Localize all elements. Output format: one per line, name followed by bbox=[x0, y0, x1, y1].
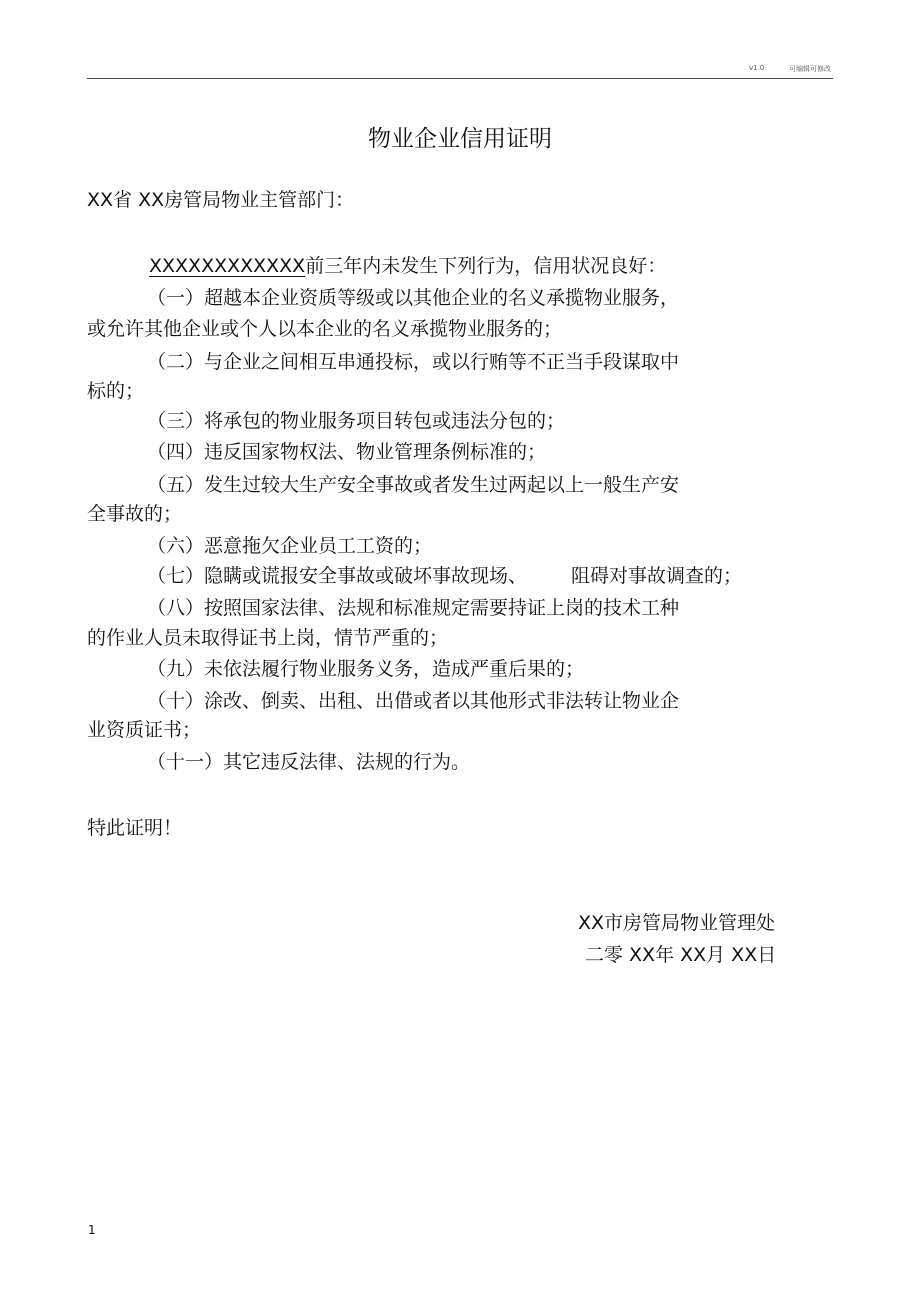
intro-line bbox=[147, 254, 666, 278]
item-8-line-2: 的作业人员未取得证书上岗，情节严重的； bbox=[87, 627, 449, 649]
header-version: v1.0 bbox=[749, 64, 765, 72]
item-2-line-1: （二）与企业之间相互串通投标，或以行贿等不正当手段谋取中 bbox=[147, 351, 680, 373]
signature-date: 二零 XX年 XX月 XX日 bbox=[585, 944, 777, 966]
item-7 bbox=[147, 564, 742, 588]
item-11: （十一）其它违反法律、法规的行为。 bbox=[147, 751, 471, 773]
header-rule bbox=[87, 78, 833, 79]
item-2-line-2: 标的； bbox=[87, 380, 145, 402]
item-4: （四）违反国家物权法、物业管理条例标准的； bbox=[147, 441, 547, 463]
signature-org: XX市房管局物业管理处 bbox=[578, 912, 776, 934]
closing-text: 特此证明！ bbox=[87, 817, 183, 839]
item-7-part-b: 阻碍对事故调查的； bbox=[571, 565, 743, 587]
item-10-line-1: （十）涂改、倒卖、出租、出借或者以其他形式非法转让物业企 bbox=[147, 690, 680, 712]
item-5-line-1: （五）发生过较大生产安全事故或者发生过两起以上一般生产安 bbox=[147, 474, 680, 496]
salutation: XX省 XX房管局物业主管部门： bbox=[87, 189, 355, 211]
item-1-line-1: （一）超越本企业资质等级或以其他企业的名义承揽物业服务， bbox=[147, 287, 680, 309]
document-title: 物业企业信用证明 bbox=[368, 126, 552, 152]
item-1-line-2: 或允许其他企业或个人以本企业的名义承揽物业服务的； bbox=[87, 318, 563, 340]
item-6: （六）恶意拖欠企业员工工资的； bbox=[147, 535, 433, 557]
item-7-part-a: （七）隐瞒或谎报安全事故或破坏事故现场、 bbox=[147, 565, 528, 587]
item-9: （九）未依法履行物业服务义务，造成严重后果的； bbox=[147, 658, 585, 680]
intro-text: 前三年内未发生下列行为，信用状况良好： bbox=[305, 255, 667, 277]
item-5-line-2: 全事故的； bbox=[87, 503, 183, 525]
company-name: XXXXXXXXXXXX bbox=[149, 255, 306, 277]
header-note: 可编辑可修改 bbox=[789, 65, 831, 73]
item-8-line-1: （八）按照国家法律、法规和标准规定需要持证上岗的技术工种 bbox=[147, 597, 680, 619]
item-10-line-2: 业资质证书； bbox=[87, 719, 202, 741]
item-3: （三）将承包的物业服务项目转包或违法分包的； bbox=[147, 410, 566, 432]
page-number: 1 bbox=[88, 1223, 96, 1237]
